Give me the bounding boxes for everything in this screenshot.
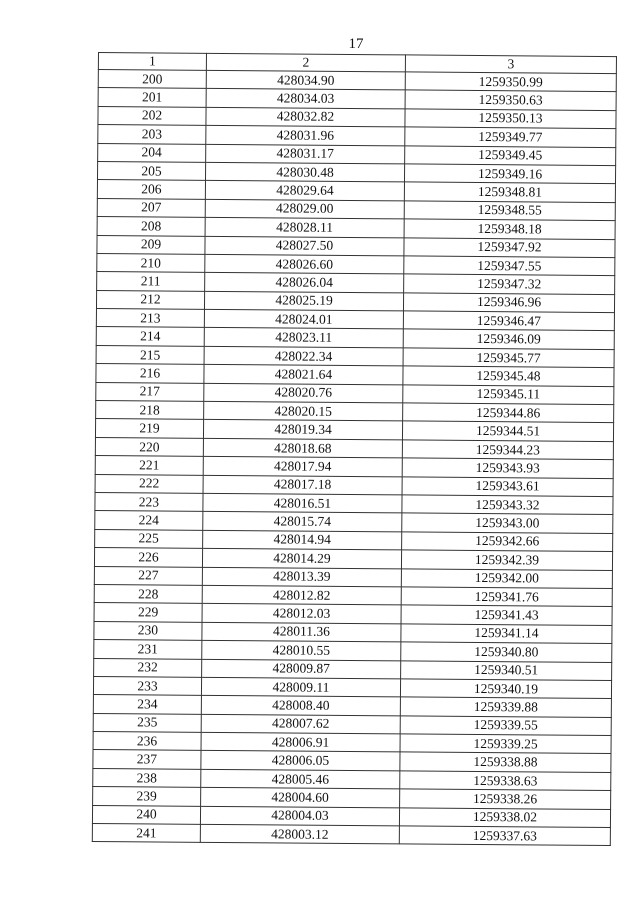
x-coordinate-cell: 428026.04 (205, 273, 404, 293)
y-coordinate-cell: 1259345.11 (403, 385, 614, 405)
y-coordinate-cell: 1259350.63 (405, 90, 616, 110)
point-number-cell: 213 (96, 309, 204, 328)
point-number-cell: 206 (97, 180, 205, 199)
point-number-cell: 228 (94, 584, 202, 603)
x-coordinate-cell: 428006.05 (201, 751, 400, 771)
y-coordinate-cell: 1259340.19 (400, 679, 611, 699)
x-coordinate-cell: 428012.82 (202, 585, 401, 605)
y-coordinate-cell: 1259343.61 (402, 476, 613, 496)
x-coordinate-cell: 428017.94 (203, 457, 402, 477)
y-coordinate-cell: 1259349.77 (405, 127, 616, 147)
point-number-cell: 217 (96, 382, 204, 401)
x-coordinate-cell: 428031.17 (206, 144, 405, 164)
point-number-cell: 215 (96, 345, 204, 364)
x-coordinate-cell: 428009.11 (201, 677, 400, 697)
point-number-cell: 204 (98, 143, 206, 162)
point-number-cell: 239 (93, 787, 201, 806)
y-coordinate-cell: 1259344.51 (402, 421, 613, 441)
y-coordinate-cell: 1259338.26 (400, 789, 611, 809)
point-number-cell: 214 (96, 327, 204, 346)
x-coordinate-cell: 428008.40 (201, 696, 400, 716)
x-coordinate-cell: 428028.11 (205, 217, 404, 237)
point-number-cell: 230 (94, 621, 202, 640)
x-coordinate-cell: 428007.62 (201, 714, 400, 734)
table-row (92, 823, 610, 845)
y-coordinate-cell: 1259349.45 (405, 145, 616, 165)
x-coordinate-cell: 428003.12 (200, 824, 399, 844)
y-coordinate-cell: 1259342.39 (401, 550, 612, 570)
x-coordinate-cell: 428018.68 (203, 438, 402, 458)
y-coordinate-cell: 1259350.13 (405, 109, 616, 129)
point-number-cell: 236 (93, 732, 201, 751)
x-coordinate-cell: 428014.94 (203, 530, 402, 550)
y-coordinate-cell: 1259340.51 (401, 660, 612, 680)
x-coordinate-cell: 428020.76 (204, 383, 403, 403)
point-number-cell: 234 (93, 695, 201, 714)
y-coordinate-cell: 1259346.47 (403, 311, 614, 331)
coordinate-table-wrapper (92, 52, 616, 846)
y-coordinate-cell: 1259345.77 (403, 348, 614, 368)
x-coordinate-cell: 428027.50 (205, 236, 404, 256)
y-coordinate-cell: 1259343.32 (402, 495, 613, 515)
y-coordinate-cell: 1259337.63 (399, 826, 610, 846)
point-number-cell: 201 (98, 88, 206, 107)
point-number-cell: 203 (98, 125, 206, 144)
point-number-cell: 202 (98, 106, 206, 125)
y-coordinate-cell: 1259344.86 (403, 403, 614, 423)
x-coordinate-cell: 428004.60 (201, 788, 400, 808)
y-coordinate-cell: 1259341.14 (401, 624, 612, 644)
y-coordinate-cell: 1259350.99 (405, 72, 616, 92)
y-coordinate-cell: 1259349.16 (404, 164, 615, 184)
x-coordinate-cell: 428029.00 (205, 199, 404, 219)
x-coordinate-cell: 428011.36 (202, 622, 401, 642)
y-coordinate-cell: 1259347.32 (404, 274, 615, 294)
y-coordinate-cell: 1259340.80 (401, 642, 612, 662)
x-coordinate-cell: 428020.15 (204, 401, 403, 421)
x-coordinate-cell: 428004.03 (200, 806, 399, 826)
y-coordinate-cell: 1259341.43 (401, 605, 612, 625)
coordinate-table (92, 52, 617, 846)
point-number-cell: 200 (98, 70, 206, 89)
y-coordinate-cell: 1259347.55 (404, 256, 615, 276)
point-number-cell: 227 (94, 566, 202, 585)
y-coordinate-cell: 1259348.81 (404, 182, 615, 202)
x-coordinate-cell: 428017.18 (203, 475, 402, 495)
y-coordinate-cell: 1259348.18 (404, 219, 615, 239)
point-number-cell: 216 (96, 364, 204, 383)
point-number-cell: 212 (96, 290, 204, 309)
y-coordinate-cell: 1259342.66 (402, 532, 613, 552)
x-coordinate-cell: 428034.90 (206, 70, 405, 90)
x-coordinate-cell: 428032.82 (206, 107, 405, 127)
point-number-cell: 225 (95, 529, 203, 548)
x-coordinate-cell: 428015.74 (203, 512, 402, 532)
y-coordinate-cell: 1259343.93 (402, 458, 613, 478)
x-coordinate-cell: 428021.64 (204, 365, 403, 385)
x-coordinate-cell: 428012.03 (202, 604, 401, 624)
y-coordinate-cell: 1259341.76 (401, 587, 612, 607)
x-coordinate-cell: 428013.39 (202, 567, 401, 587)
point-number-cell: 235 (93, 713, 201, 732)
y-coordinate-cell: 1259345.48 (403, 366, 614, 386)
x-coordinate-cell: 428016.51 (203, 493, 402, 513)
y-coordinate-cell: 1259346.96 (403, 293, 614, 313)
point-number-cell: 209 (97, 235, 205, 254)
x-coordinate-cell: 428010.55 (202, 640, 401, 660)
point-number-cell: 207 (97, 198, 205, 217)
y-coordinate-cell: 1259343.00 (402, 513, 613, 533)
y-coordinate-cell: 1259339.25 (400, 734, 611, 754)
x-coordinate-cell: 428029.64 (205, 181, 404, 201)
y-coordinate-cell: 1259338.63 (400, 771, 611, 791)
point-number-cell: 226 (94, 548, 202, 567)
point-number-cell: 241 (92, 823, 200, 842)
x-coordinate-cell: 428025.19 (204, 291, 403, 311)
x-coordinate-cell: 428030.48 (205, 162, 404, 182)
point-number-cell: 233 (93, 676, 201, 695)
y-coordinate-cell: 1259339.88 (400, 697, 611, 717)
point-number-cell: 240 (92, 805, 200, 824)
x-coordinate-cell: 428023.11 (204, 328, 403, 348)
point-number-cell: 210 (97, 253, 205, 272)
x-coordinate-cell: 428026.60 (205, 254, 404, 274)
x-coordinate-cell: 428005.46 (201, 769, 400, 789)
point-number-cell: 237 (93, 750, 201, 769)
column-header-1: 1 (98, 53, 206, 71)
x-coordinate-cell: 428009.87 (202, 659, 401, 679)
y-coordinate-cell: 1259339.55 (400, 716, 611, 736)
x-coordinate-cell: 428006.91 (201, 732, 400, 752)
y-coordinate-cell: 1259342.00 (401, 568, 612, 588)
page-number: 17 (348, 36, 364, 52)
table-body (92, 70, 616, 846)
point-number-cell: 229 (94, 603, 202, 622)
point-number-cell: 211 (97, 272, 205, 291)
y-coordinate-cell: 1259338.02 (399, 808, 610, 828)
y-coordinate-cell: 1259338.88 (400, 752, 611, 772)
y-coordinate-cell: 1259347.92 (404, 237, 615, 257)
point-number-cell: 205 (97, 161, 205, 180)
point-number-cell: 219 (95, 419, 203, 438)
point-number-cell: 208 (97, 217, 205, 236)
y-coordinate-cell: 1259344.23 (402, 440, 613, 460)
x-coordinate-cell: 428024.01 (204, 309, 403, 329)
x-coordinate-cell: 428019.34 (203, 420, 402, 440)
point-number-cell: 220 (95, 437, 203, 456)
point-number-cell: 231 (94, 640, 202, 659)
y-coordinate-cell: 1259346.09 (403, 329, 614, 349)
y-coordinate-cell: 1259348.55 (404, 201, 615, 221)
point-number-cell: 232 (94, 658, 202, 677)
point-number-cell: 218 (96, 401, 204, 420)
x-coordinate-cell: 428022.34 (204, 346, 403, 366)
point-number-cell: 224 (95, 511, 203, 530)
point-number-cell: 222 (95, 474, 203, 493)
x-coordinate-cell: 428031.96 (206, 126, 405, 146)
x-coordinate-cell: 428014.29 (202, 548, 401, 568)
x-coordinate-cell: 428034.03 (206, 89, 405, 109)
point-number-cell: 238 (93, 768, 201, 787)
point-number-cell: 223 (95, 492, 203, 511)
column-header-3: 3 (405, 55, 616, 74)
column-header-2: 2 (206, 53, 405, 72)
point-number-cell: 221 (95, 456, 203, 475)
